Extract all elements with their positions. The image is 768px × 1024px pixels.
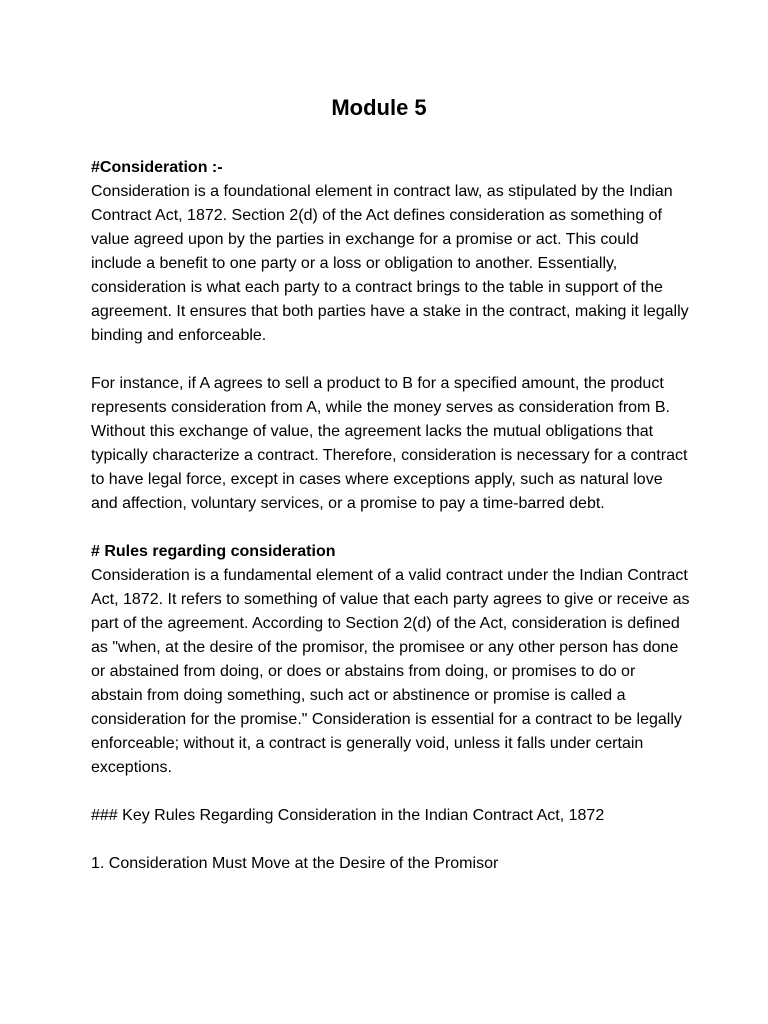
paragraph-rules-intro: Consideration is a fundamental element of a valid contract under the Indian Contract Act, 1872. It refers to something of value that each party agrees to give or receive as part of the agreement. According to Section 2(d) of the Act, consideration is defined as "when, at the desire of the promisor, the promisee or any other person has done or abstained from doing, or does or abstains from doing, or promises to do or abstain from doing something, such act or abstinence or promise is called a consideration for the promise." Consideration is essential for a contract to be legally enforceable; without it, a contract is generally void, unless it falls under certain exceptions. xyxy=(91,567,690,776)
document-body xyxy=(91,156,691,876)
subheading-key-rules: ### Key Rules Regarding Consideration in the Indian Contract Act, 1872 xyxy=(91,807,605,824)
paragraph-example: For instance, if A agrees to sell a product to B for a specified amount, the product represents consideration from A, while the money serves as consideration from B. Without this exchange of value, the agreement lacks the mutual obligations that typically characterize a contract. Therefore, consideration is necessary for a contract to have legal force, except in cases where exceptions apply, such as natural love and affection, voluntary services, or a promise to pay a time-barred debt. xyxy=(91,375,688,512)
section-heading-consideration: #Consideration :- xyxy=(91,159,223,176)
section-heading-rules: # Rules regarding consideration xyxy=(91,543,336,560)
paragraph-definition: Consideration is a foundational element in contract law, as stipulated by the Indian Contract Act, 1872. Section 2(d) of the Act defines consideration as something of value agreed upon by the parties in exchange for a promise or act. This could include a benefit to one party or a loss or obligation to another. Essentially, consideration is what each party to a contract brings to the table in support of the agreement. It ensures that both parties have a stake in the contract, making it legally binding and enforceable. xyxy=(91,183,689,344)
page-title: Module 5 xyxy=(331,95,427,120)
paragraph-gap xyxy=(91,780,691,804)
paragraph-gap xyxy=(91,828,691,852)
paragraph-gap xyxy=(91,348,691,372)
rule-item-1: 1. Consideration Must Move at the Desire of the Promisor xyxy=(91,855,499,872)
paragraph-gap xyxy=(91,516,691,540)
